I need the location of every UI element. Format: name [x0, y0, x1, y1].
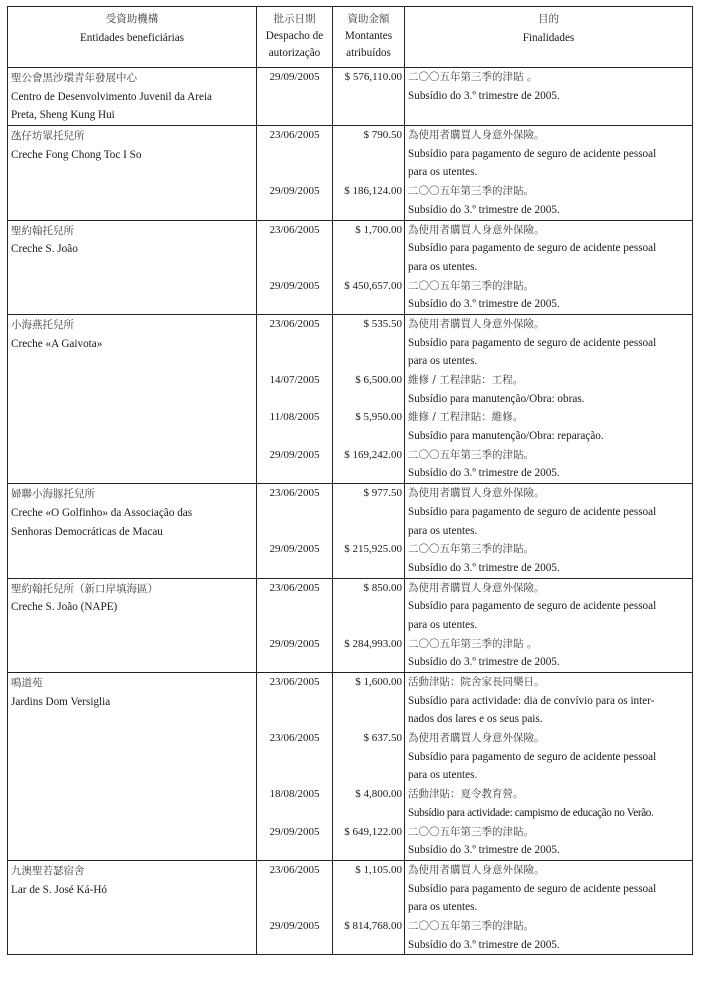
- purpose-cell: [405, 220, 693, 314]
- header-amount-zh: 資助金額: [347, 13, 390, 25]
- grant-date: 11/08/2005: [269, 411, 320, 424]
- header-date: [257, 7, 333, 68]
- grant-date: 23/06/2005: [269, 863, 320, 876]
- entity-name-zh: 婦聯小海豚托兒所: [11, 488, 95, 501]
- grant-amount: $ 576,110.00: [344, 71, 402, 83]
- purpose-zh: 為使用者購買人身意外保險。: [408, 317, 545, 330]
- purpose-pt: para os utentes.: [408, 769, 478, 782]
- grant-amount: $ 1,600.00: [355, 676, 402, 688]
- entity-name-zh: 鳴道苑: [11, 677, 43, 689]
- spacer: [333, 616, 404, 635]
- spacer: [257, 503, 332, 522]
- spacer: [257, 898, 332, 917]
- spacer: [257, 295, 332, 314]
- date-cell: [257, 68, 333, 126]
- purpose-zh: 二〇〇五年第三季的津貼 。: [408, 637, 538, 650]
- purpose-pt: Subsídio do 3.º trimestre de 2005.: [408, 844, 560, 857]
- spacer: [257, 692, 332, 711]
- table-row: [8, 578, 693, 672]
- table-row: [8, 126, 693, 220]
- grant-amount: $ 169,242.00: [344, 448, 402, 461]
- entity-cell: [8, 860, 257, 954]
- header-amount-pt1: Montantes: [344, 30, 393, 42]
- purpose-pt: Subsídio para manutenção/Obra: reparação.: [408, 430, 604, 443]
- purpose-zh: 維修 / 工程津貼：工程。: [408, 374, 524, 386]
- entity-name-pt: Creche Fong Chong Toc I So: [11, 148, 142, 161]
- entity-cell: [8, 484, 257, 578]
- spacer: [333, 352, 404, 371]
- grant-date: 23/06/2005: [269, 317, 320, 330]
- spacer: [333, 427, 404, 446]
- entity-name-pt: Senhoras Democráticas de Macau: [11, 525, 163, 538]
- purpose-pt: para os utentes.: [408, 524, 478, 537]
- spacer: [257, 597, 332, 616]
- purpose-pt: Subsídio para pagamento de seguro de acidente pessoal: [408, 882, 657, 895]
- spacer: [333, 464, 404, 483]
- table-row: [8, 314, 693, 483]
- spacer: [333, 653, 404, 672]
- spacer: [257, 653, 332, 672]
- spacer: [257, 87, 332, 106]
- purpose-cell: [405, 314, 693, 483]
- entity-name-pt: Lar de S. José Ká-Hó: [11, 883, 108, 896]
- entity-cell: [8, 673, 257, 861]
- header-amount: [333, 7, 405, 68]
- purpose-pt: Subsídio para manutenção/Obra: obras.: [408, 392, 585, 405]
- table-row: [8, 860, 693, 954]
- spacer: [333, 880, 404, 899]
- grant-date: 29/09/2005: [269, 448, 320, 461]
- entity-cell: [8, 220, 257, 314]
- table-row: [8, 68, 693, 126]
- spacer: [257, 163, 332, 182]
- grant-amount: $ 215,925.00: [344, 543, 402, 556]
- spacer: [257, 766, 332, 785]
- spacer: [257, 804, 332, 823]
- purpose-zh: 為使用者購買人身意外保險。: [408, 581, 545, 594]
- date-cell: [257, 126, 333, 220]
- spacer: [257, 880, 332, 899]
- purpose-pt: para os utentes.: [408, 260, 478, 273]
- header-purpose-pt: Finalidades: [522, 31, 575, 44]
- spacer: [257, 258, 332, 277]
- spacer: [333, 748, 404, 767]
- grant-amount: $ 450,657.00: [344, 279, 402, 292]
- header-entities-zh: 受資助機構: [105, 13, 159, 25]
- purpose-cell: [405, 673, 693, 861]
- date-cell: [257, 578, 333, 672]
- purpose-zh: 活動津貼：院舍家長同樂日。: [408, 676, 545, 688]
- spacer: [333, 239, 404, 258]
- grant-amount: $ 850.00: [363, 581, 402, 594]
- purpose-pt: Subsídio para pagamento de seguro de acidente pessoal: [408, 242, 657, 255]
- header-amount-pt2: atribuídos: [346, 47, 391, 59]
- date-cell: [257, 673, 333, 861]
- table-body: [8, 68, 693, 955]
- purpose-pt: nados dos lares e os seus pais.: [408, 713, 543, 726]
- spacer: [257, 936, 332, 955]
- purpose-cell: [405, 126, 693, 220]
- purpose-zh: 二〇〇五年第三季的津貼。: [408, 825, 534, 838]
- purpose-cell: [405, 578, 693, 672]
- spacer: [333, 804, 404, 823]
- grant-date: 23/06/2005: [269, 676, 320, 688]
- table-row: [8, 673, 693, 861]
- grant-amount: $ 977.50: [363, 487, 402, 500]
- spacer: [257, 559, 332, 578]
- spacer: [333, 692, 404, 711]
- entity-name-zh: 聖約翰托兒所（新口岸填海區）: [11, 582, 158, 595]
- amount-cell: [333, 314, 405, 483]
- purpose-pt: para os utentes.: [408, 901, 478, 914]
- grants-table: [7, 6, 693, 955]
- header-purpose-zh: 目的: [538, 13, 559, 25]
- grant-amount: $ 790.50: [363, 129, 402, 142]
- purpose-pt: Subsídio para pagamento de seguro de acidente pessoal: [408, 505, 657, 518]
- grant-date: 14/07/2005: [269, 374, 320, 386]
- purpose-pt: para os utentes.: [408, 618, 478, 631]
- grant-amount: $ 186,124.00: [344, 185, 402, 198]
- purpose-pt: Subsídio do 3.º trimestre de 2005.: [408, 938, 560, 951]
- purpose-pt: Subsídio do 3.º trimestre de 2005.: [408, 656, 560, 669]
- spacer: [257, 710, 332, 729]
- purpose-pt: Subsídio do 3.º trimestre de 2005.: [408, 203, 560, 216]
- grant-amount: $ 535.50: [363, 317, 402, 330]
- entity-name-pt: Jardins Dom Versiglia: [11, 695, 111, 708]
- grant-date: 23/06/2005: [269, 581, 320, 594]
- spacer: [333, 334, 404, 353]
- spacer: [333, 258, 404, 277]
- header-entities: [8, 7, 257, 68]
- spacer: [257, 334, 332, 353]
- table-header-row: [8, 7, 693, 68]
- spacer: [257, 427, 332, 446]
- purpose-pt: Subsídio para pagamento de seguro de acidente pessoal: [408, 600, 657, 613]
- header-date-pt2: autorização: [268, 47, 321, 59]
- purpose-cell: [405, 68, 693, 126]
- entity-cell: [8, 126, 257, 220]
- amount-cell: [333, 578, 405, 672]
- spacer: [257, 145, 332, 164]
- spacer: [333, 145, 404, 164]
- entity-cell: [8, 314, 257, 483]
- entity-name-zh: 氹仔坊眾托兒所: [11, 130, 85, 143]
- grant-date: 29/09/2005: [269, 185, 320, 198]
- purpose-pt: Subsídio para pagamento de seguro de acidente pessoal: [408, 147, 657, 160]
- purpose-pt: Subsídio para actividade: campismo de educação no Verão.: [408, 806, 654, 819]
- purpose-zh: 二〇〇五年第三季的津貼。: [408, 543, 534, 556]
- amount-cell: [333, 126, 405, 220]
- entity-name-pt: Creche «O Golfinho» da Associação das: [11, 506, 193, 519]
- grant-amount: $ 637.50: [363, 732, 402, 745]
- spacer: [333, 163, 404, 182]
- grant-date: 29/09/2005: [269, 825, 320, 838]
- header-purpose: [405, 7, 693, 68]
- grant-date: 29/09/2005: [269, 637, 320, 650]
- entity-name-zh: 小海燕托兒所: [11, 318, 74, 331]
- purpose-pt: para os utentes.: [408, 355, 478, 368]
- spacer: [333, 766, 404, 785]
- entity-name-zh: 聖約翰托兒所: [11, 224, 74, 237]
- entity-name-pt: Creche «A Gaivota»: [11, 337, 103, 350]
- purpose-pt: Subsídio do 3.º trimestre de 2005.: [408, 298, 560, 311]
- grant-date: 29/09/2005: [269, 919, 320, 932]
- spacer: [257, 841, 332, 860]
- spacer: [257, 352, 332, 371]
- spacer: [257, 390, 332, 409]
- entity-name-pt: Creche S. João: [11, 243, 78, 256]
- grant-amount: $ 814,768.00: [344, 919, 402, 932]
- date-cell: [257, 860, 333, 954]
- amount-cell: [333, 68, 405, 126]
- grant-date: 23/06/2005: [269, 223, 320, 236]
- spacer: [333, 936, 404, 955]
- header-entities-pt: Entidades beneficiárias: [79, 31, 185, 44]
- grant-amount: $ 4,800.00: [355, 788, 402, 801]
- amount-cell: [333, 860, 405, 954]
- purpose-zh: 二〇〇五年第三季的津貼 。: [408, 71, 538, 83]
- purpose-zh: 為使用者購買人身意外保險。: [408, 487, 545, 500]
- purpose-pt: Subsídio para pagamento de seguro de acidente pessoal: [408, 336, 657, 349]
- spacer: [257, 201, 332, 220]
- spacer: [333, 710, 404, 729]
- grant-date: 23/06/2005: [269, 732, 320, 745]
- spacer: [257, 748, 332, 767]
- date-cell: [257, 314, 333, 483]
- spacer: [333, 201, 404, 220]
- purpose-zh: 活動津貼：夏令教育營。: [408, 788, 524, 801]
- amount-cell: [333, 484, 405, 578]
- grant-date: 18/08/2005: [269, 788, 320, 801]
- spacer: [333, 841, 404, 860]
- spacer: [333, 597, 404, 616]
- amount-cell: [333, 220, 405, 314]
- grant-amount: $ 6,500.00: [355, 374, 402, 386]
- grant-date: 29/09/2005: [269, 279, 320, 292]
- entity-cell: [8, 68, 257, 126]
- purpose-pt: Subsídio para pagamento de seguro de acidente pessoal: [408, 750, 657, 763]
- purpose-pt: Subsídio do 3.º trimestre de 2005.: [408, 467, 560, 480]
- purpose-pt: Subsídio do 3.º trimestre de 2005.: [408, 89, 560, 102]
- grant-amount: $ 1,700.00: [355, 223, 402, 236]
- purpose-zh: 為使用者購買人身意外保險。: [408, 863, 545, 876]
- grant-amount: $ 5,950.00: [355, 411, 402, 424]
- spacer: [257, 239, 332, 258]
- purpose-zh: 維修 / 工程津貼：維修。: [408, 411, 524, 424]
- amount-cell: [333, 673, 405, 861]
- purpose-pt: Subsídio do 3.º trimestre de 2005.: [408, 561, 560, 574]
- purpose-zh: 為使用者購買人身意外保險。: [408, 732, 545, 745]
- spacer: [333, 898, 404, 917]
- purpose-zh: 為使用者購買人身意外保險。: [408, 129, 545, 142]
- grant-amount: $ 1,105.00: [355, 863, 402, 876]
- spacer: [257, 464, 332, 483]
- spacer: [257, 522, 332, 541]
- spacer: [333, 295, 404, 314]
- purpose-pt: para os utentes.: [408, 166, 478, 179]
- spacer: [333, 503, 404, 522]
- purpose-pt: Subsídio para actividade: dia de convívio para os inter-: [408, 694, 655, 707]
- spacer: [333, 87, 404, 106]
- date-cell: [257, 220, 333, 314]
- grant-date: 29/09/2005: [269, 71, 320, 83]
- grant-amount: $ 284,993.00: [344, 637, 402, 650]
- spacer: [333, 522, 404, 541]
- entity-name-zh: 聖公會黑沙環青年發展中心: [11, 72, 137, 84]
- entity-cell: [8, 578, 257, 672]
- header-date-zh: 批示日期: [273, 13, 316, 25]
- purpose-zh: 二〇〇五年第三季的津貼。: [408, 185, 534, 198]
- purpose-zh: 為使用者購買人身意外保險。: [408, 223, 545, 236]
- grant-date: 23/06/2005: [269, 129, 320, 142]
- purpose-cell: [405, 484, 693, 578]
- grant-amount: $ 649,122.00: [344, 825, 402, 838]
- purpose-zh: 二〇〇五年第三季的津貼。: [408, 919, 534, 932]
- spacer: [333, 390, 404, 409]
- spacer: [257, 616, 332, 635]
- table-row: [8, 220, 693, 314]
- purpose-zh: 二〇〇五年第三季的津貼。: [408, 448, 534, 461]
- grant-date: 29/09/2005: [269, 543, 320, 556]
- table-row: [8, 484, 693, 578]
- entity-name-zh: 九澳聖若瑟宿舍: [11, 864, 85, 877]
- grant-date: 23/06/2005: [269, 487, 320, 500]
- purpose-cell: [405, 860, 693, 954]
- entity-name-pt: Centro de Desenvolvimento Juvenil da Areia: [11, 90, 213, 103]
- purpose-zh: 二〇〇五年第三季的津貼。: [408, 279, 534, 292]
- header-date-pt1: Despacho de: [265, 30, 324, 42]
- date-cell: [257, 484, 333, 578]
- entity-name-pt: Creche S. João (NAPE): [11, 601, 118, 614]
- entity-name-pt: Preta, Sheng Kung Hui: [11, 109, 115, 122]
- spacer: [333, 559, 404, 578]
